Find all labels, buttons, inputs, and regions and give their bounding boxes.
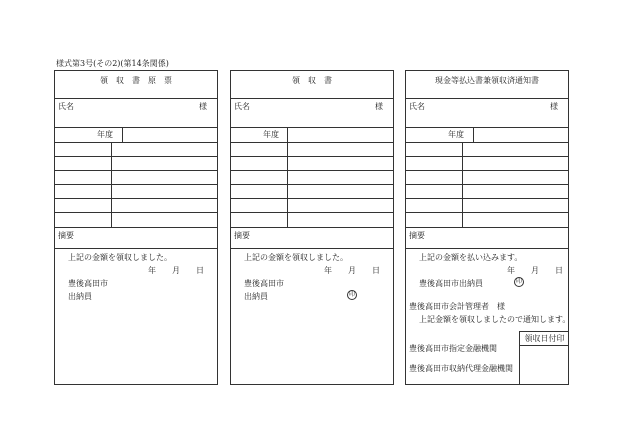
payment-notice-form [405, 70, 569, 385]
receipt-date-stamp-label: 領収日付印 [520, 334, 569, 346]
cashier-label: 出納員 [244, 292, 268, 301]
sama-label: 様 [550, 102, 558, 111]
city-name: 豊後高田市 [68, 279, 108, 288]
date-line: 年 月 日 [507, 266, 563, 275]
fiscal-year-label: 年度 [263, 130, 279, 139]
receipt-date-stamp-box [519, 331, 569, 385]
payment-statement: 上記の金額を払い込みます。 [419, 253, 523, 262]
sama-label: 様 [199, 102, 207, 111]
name-label: 氏名 [234, 102, 250, 111]
receipt-statement: 上記の金額を領収しました。 [244, 253, 348, 262]
sama-label: 様 [375, 102, 383, 111]
seal-mark: 印 [348, 291, 355, 298]
form-title: 領 収 書 原 票 [100, 76, 172, 85]
collection-agent-bank: 豊後高田市収納代理金融機関 [409, 364, 513, 373]
name-label: 氏名 [409, 102, 425, 111]
receipt-original-form [54, 70, 218, 385]
summary-label: 摘要 [58, 231, 74, 240]
date-line: 年 月 日 [148, 266, 204, 275]
seal-mark: 印 [515, 278, 522, 285]
receipt-form [230, 70, 394, 385]
date-line: 年 月 日 [324, 266, 380, 275]
fiscal-year-label: 年度 [448, 130, 464, 139]
name-label: 氏名 [58, 102, 74, 111]
cashier-label: 出納員 [68, 292, 92, 301]
payer-label: 豊後高田市出納員 [419, 279, 483, 288]
receipt-notice: 上記金額を領収しましたので通知します。 [419, 315, 571, 324]
form-title: 現金等払込書兼領収済通知書 [435, 76, 539, 85]
summary-label: 摘要 [234, 231, 250, 240]
receipt-statement: 上記の金額を領収しました。 [68, 253, 172, 262]
fiscal-year-label: 年度 [97, 130, 113, 139]
accounting-manager: 豊後高田市会計管理者 様 [409, 302, 505, 311]
form-number-header: 様式第3号(その2)(第14条関係) [56, 59, 169, 68]
form-title: 領 収 書 [292, 76, 332, 85]
designated-bank: 豊後高田市指定金融機関 [409, 344, 497, 353]
summary-label: 摘要 [409, 231, 425, 240]
city-name: 豊後高田市 [244, 279, 284, 288]
